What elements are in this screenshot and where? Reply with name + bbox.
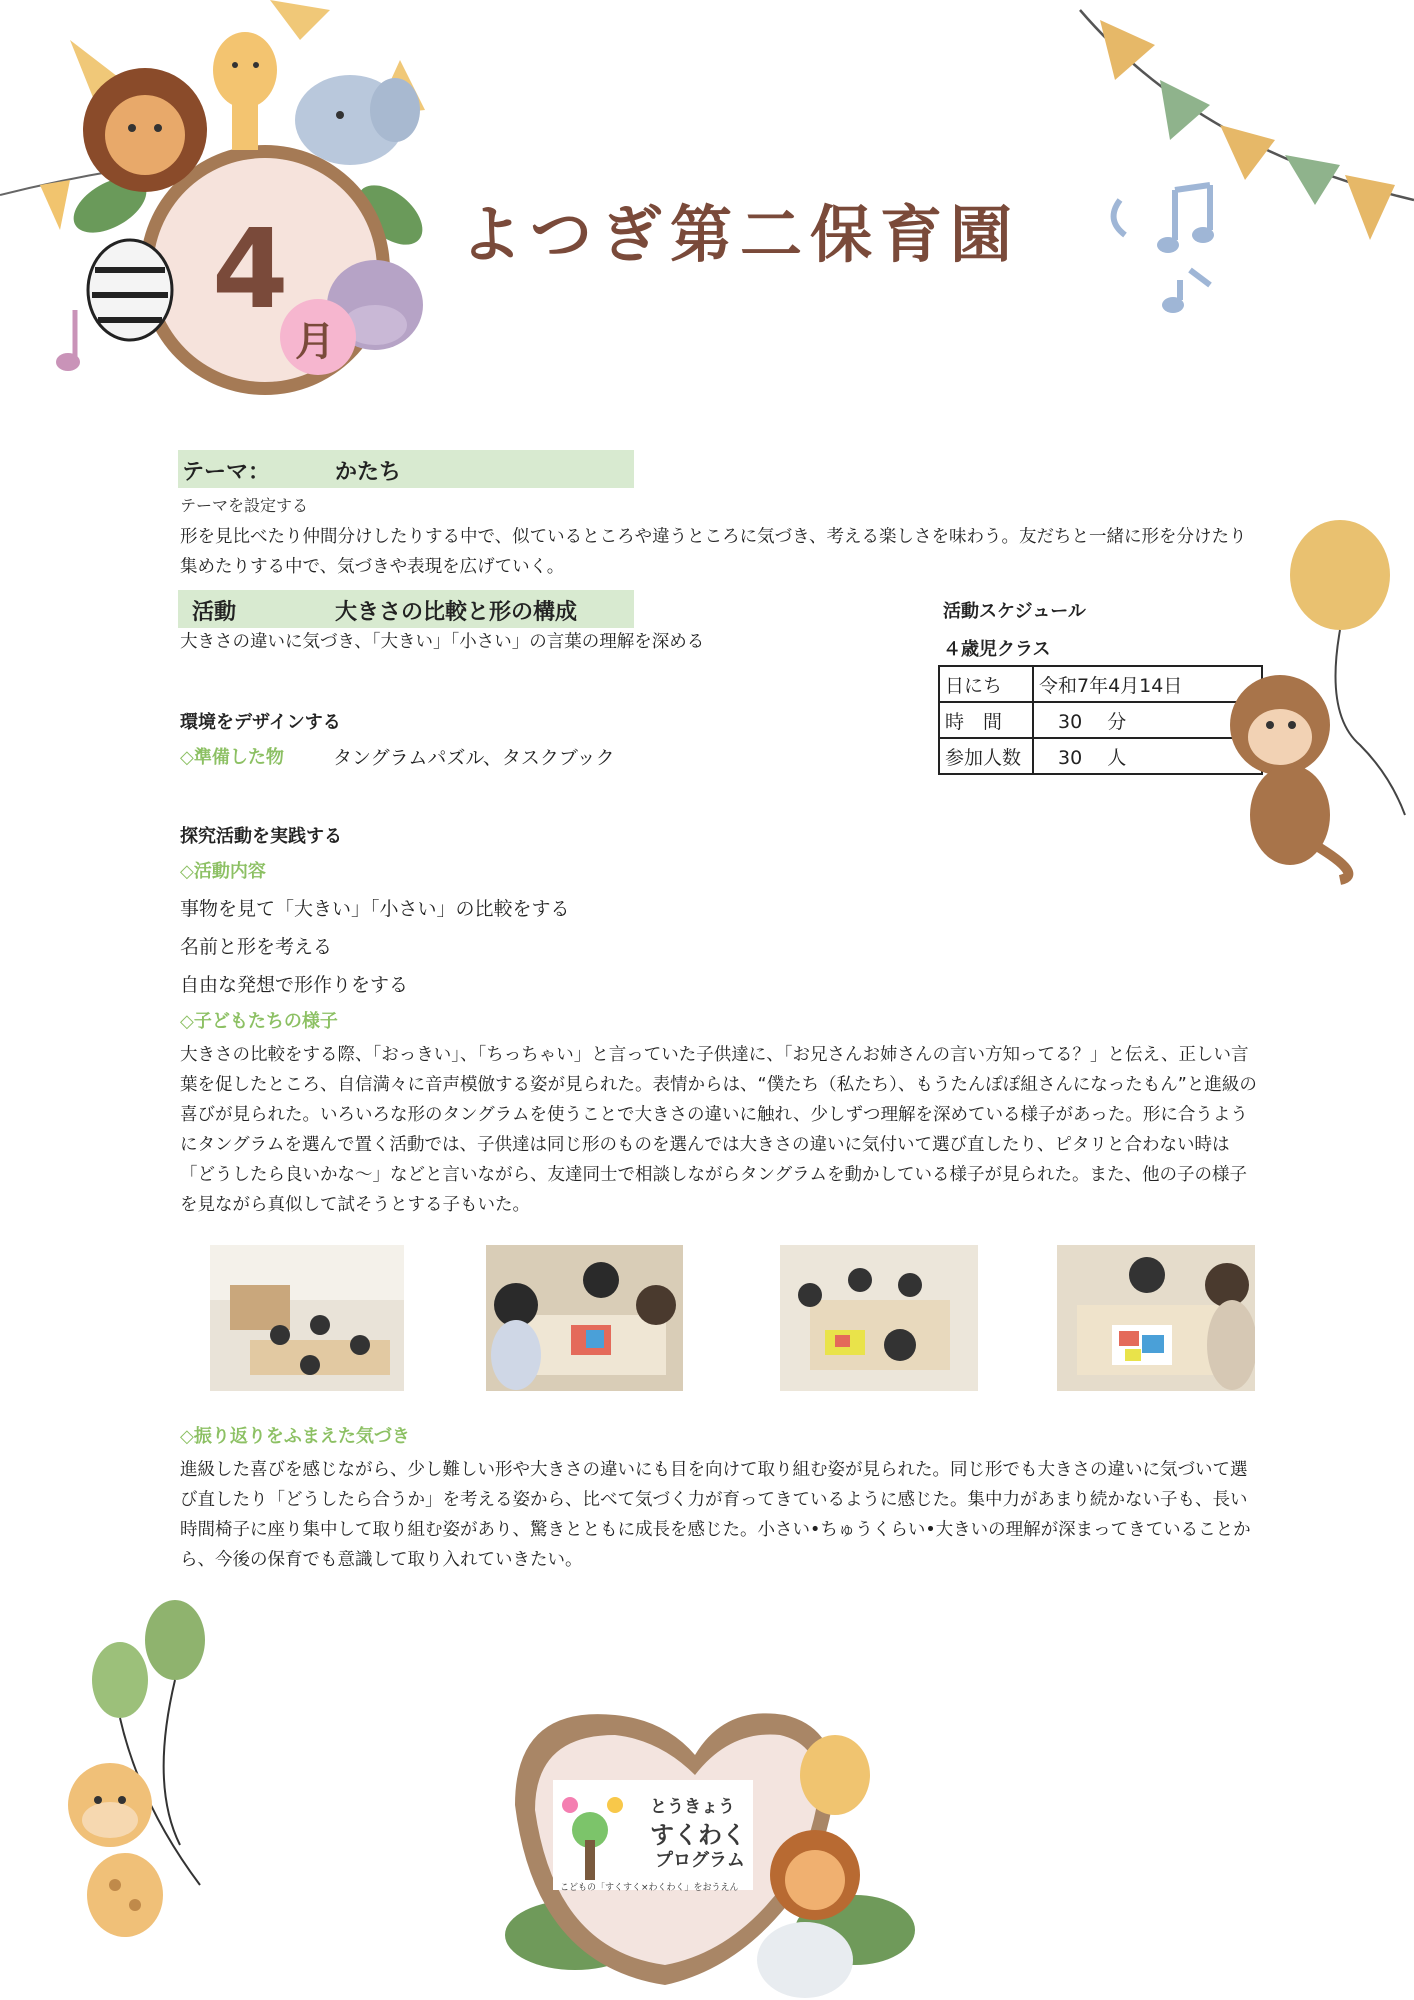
reflection-label: ◇振り返りをふまえた気づき [180,1426,410,1447]
bunting-and-notes-illustration [1050,0,1414,330]
month-number: 4 [212,205,289,333]
logo-tagline: こどもの「すくすく×わくわく」をおうえん [560,1883,739,1893]
prepared-value: タングラムパズル、タスクブック [333,747,615,769]
environment-heading: 環境をデザインする [180,712,341,733]
theme-note: テーマを設定する [180,496,309,515]
theme-value: かたち [335,460,402,485]
inquiry-heading: 探究活動を実践する [180,826,342,847]
prepared-label: ◇準備した物 [180,747,284,768]
activity-value: 大きさの比較と形の構成 [335,600,578,625]
reflection-text: 進級した喜びを感じながら、少し難しい形や大きさの違いにも目を向けて取り組む姿が見られた。同じ形でも大きさの違いに気づいて選び直したり「どうしたら合うか」を考える姿から、比べて気づく力が育ってきているように感じた。集中力があまり続かない子も、長い時間椅子に座り集中して取り組む姿があり、驚きとともに成長を感じた。小さい•ちゅうくらい•大きいの理解が深まってきていることから、今後の保育でも意識して取り入れていきたい。 [180,1460,1251,1570]
activity-photo-2 [486,1245,683,1391]
schedule-value: 30 分 [1033,702,1262,738]
children-label: ◇子どもたちの様子 [180,1011,338,1032]
logo-text-line3: プログラム [655,1850,745,1871]
schedule-title: 活動スケジュール [943,601,1086,622]
month-kanji: 月 [295,319,335,365]
nursery-name: よつぎ第二保育園 [460,198,1021,271]
balloon-monkey-illustration [1205,515,1414,885]
schedule-value: 30 人 [1033,738,1262,774]
logo-text-line1: とうきょう [650,1797,735,1817]
activity-photo-3 [780,1245,978,1391]
activity-label: 活動 [192,600,237,625]
children-description: 大きさの比較をする際、「おっきい」、「ちっちゃい」と言っていた子供達に、「お兄さんお姉さんの言い方知ってる？」と伝え、正しい言葉を促したところ、自信満々に音声模倣する姿が見られた。表情からは、“僕たち（私たち）、もうたんぽぽ組さんになったもん”と進級の喜びが見られた。いろいろな形のタングラムを使うことで大きさの違いに触れ、少しずつ理解を深めている様子があった。形に合うようにタングラムを選んで置く活動では、子供達は同じ形のものを選んでは大きさの違いに気付いて選び直したり、ピタリと合わない時は「どうしたら良いかな～」などと言いながら、友達同士で相談しながらタングラムを動かしている様子が見られた。また、他の子の様子を見ながら真似して試そうとする子もいた。 [180,1045,1257,1215]
activity-content-label: ◇活動内容 [180,861,266,882]
balloon-giraffe-illustration [30,1585,270,1945]
schedule-class: ４歳児クラス [943,639,1051,660]
activity-description: 大きさの違いに気づき、「大きい」「小さい」の言葉の理解を深める [180,632,705,652]
header-animals-illustration [0,0,460,400]
list-item: 名前と形を考える [180,936,333,958]
theme-label: テーマ： [182,460,271,485]
activity-photo-4 [1057,1245,1255,1391]
list-item: 事物を見て「大きい」「小さい」の比較をする [180,898,570,920]
list-item: 自由な発想で形作りをする [180,974,409,996]
schedule-value: 令和7年4月14日 [1033,666,1262,702]
schedule-label: 参加人数 [939,738,1033,774]
logo-text-line2: すくわく [650,1821,746,1849]
schedule-label: 日にち [939,666,1033,702]
activity-photo-1 [210,1245,404,1391]
schedule-label: 時 間 [939,702,1033,738]
theme-description: 形を見比べたり仲間分けしたりする中で、似ているところや違うところに気づき、考える楽しさを味わう。友だちと一緒に形を分けたり集めたりする中で、気づきや表現を広げていく。 [180,527,1247,577]
